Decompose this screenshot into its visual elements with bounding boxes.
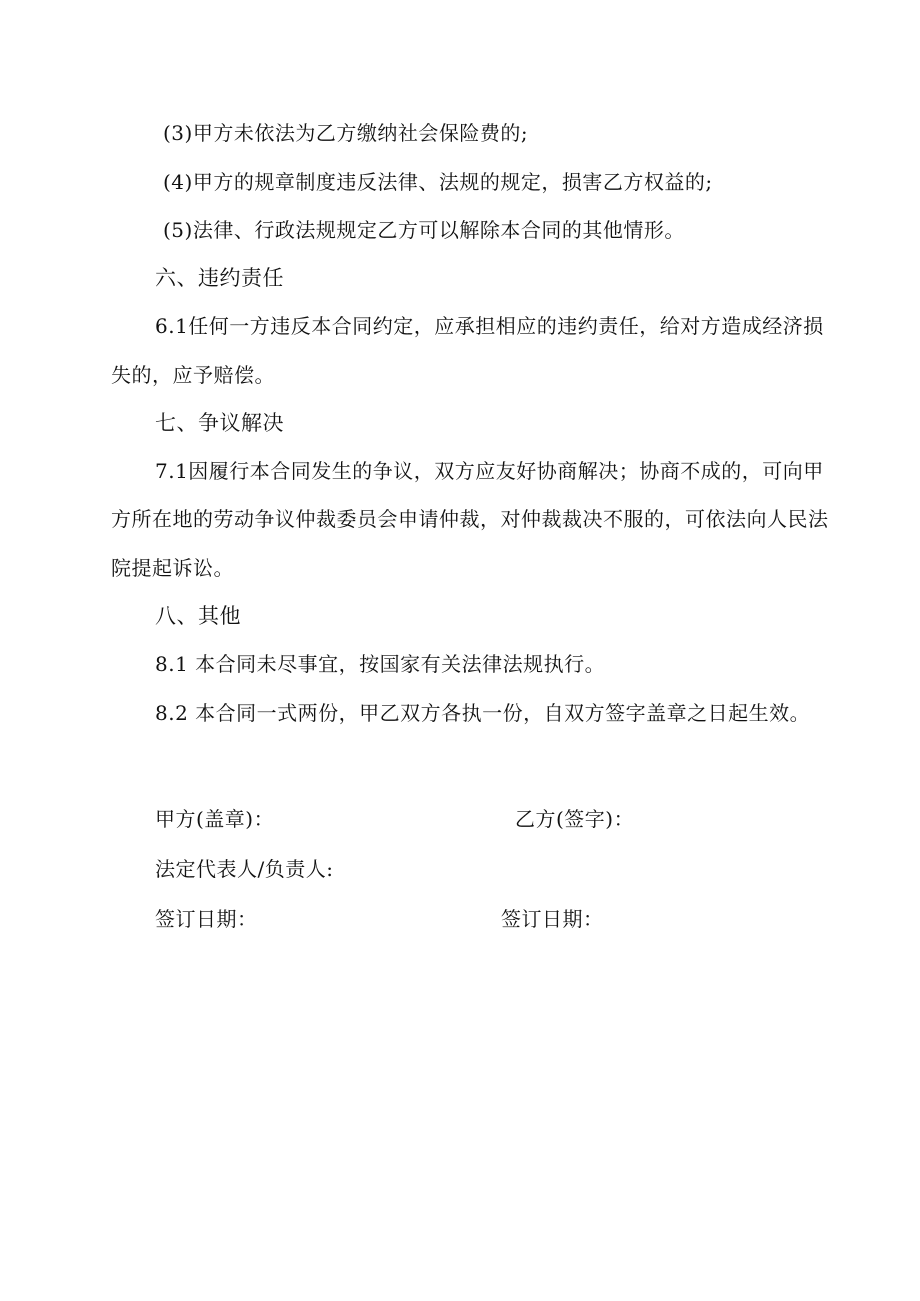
party-a-seal-label: 甲方(盖章)： [155, 807, 275, 831]
section-heading-breach: 六、违约责任 [155, 266, 284, 290]
paragraph-7-1-line-1: 7.1因履行本合同发生的争议，双方应友好协商解决；协商不成的，可向甲 [155, 459, 824, 483]
paragraph-6-1-line-2: 失的，应予赔偿。 [111, 363, 275, 387]
clause-item-5: (5)法律、行政法规规定乙方可以解除本合同的其他情形。 [163, 218, 685, 242]
paragraph-7-1-line-2: 方所在地的劳动争议仲裁委员会申请仲裁，对仲裁裁决不服的，可依法向人民法 [111, 507, 829, 531]
party-b-date-label: 签订日期： [501, 907, 604, 931]
clause-item-3: (3)甲方未依法为乙方缴纳社会保险费的; [163, 121, 529, 145]
section-heading-other: 八、其他 [155, 604, 241, 628]
paragraph-8-1: 8.1 本合同未尽事宜，按国家有关法律法规执行。 [155, 652, 606, 676]
clause-item-4: (4)甲方的规章制度违反法律、法规的规定，损害乙方权益的; [163, 170, 713, 194]
party-a-date-label: 签订日期： [155, 907, 258, 931]
paragraph-7-1-line-3: 院提起诉讼。 [111, 556, 234, 580]
party-b-signature-label: 乙方(签字)： [515, 807, 635, 831]
section-heading-dispute: 七、争议解决 [155, 411, 284, 435]
paragraph-6-1-line-1: 6.1任何一方违反本合同约定，应承担相应的违约责任，给对方造成经济损 [155, 314, 824, 338]
legal-representative-label: 法定代表人/负责人: [155, 857, 334, 881]
paragraph-8-2: 8.2 本合同一式两份，甲乙双方各执一份，自双方签字盖章之日起生效。 [155, 701, 811, 725]
